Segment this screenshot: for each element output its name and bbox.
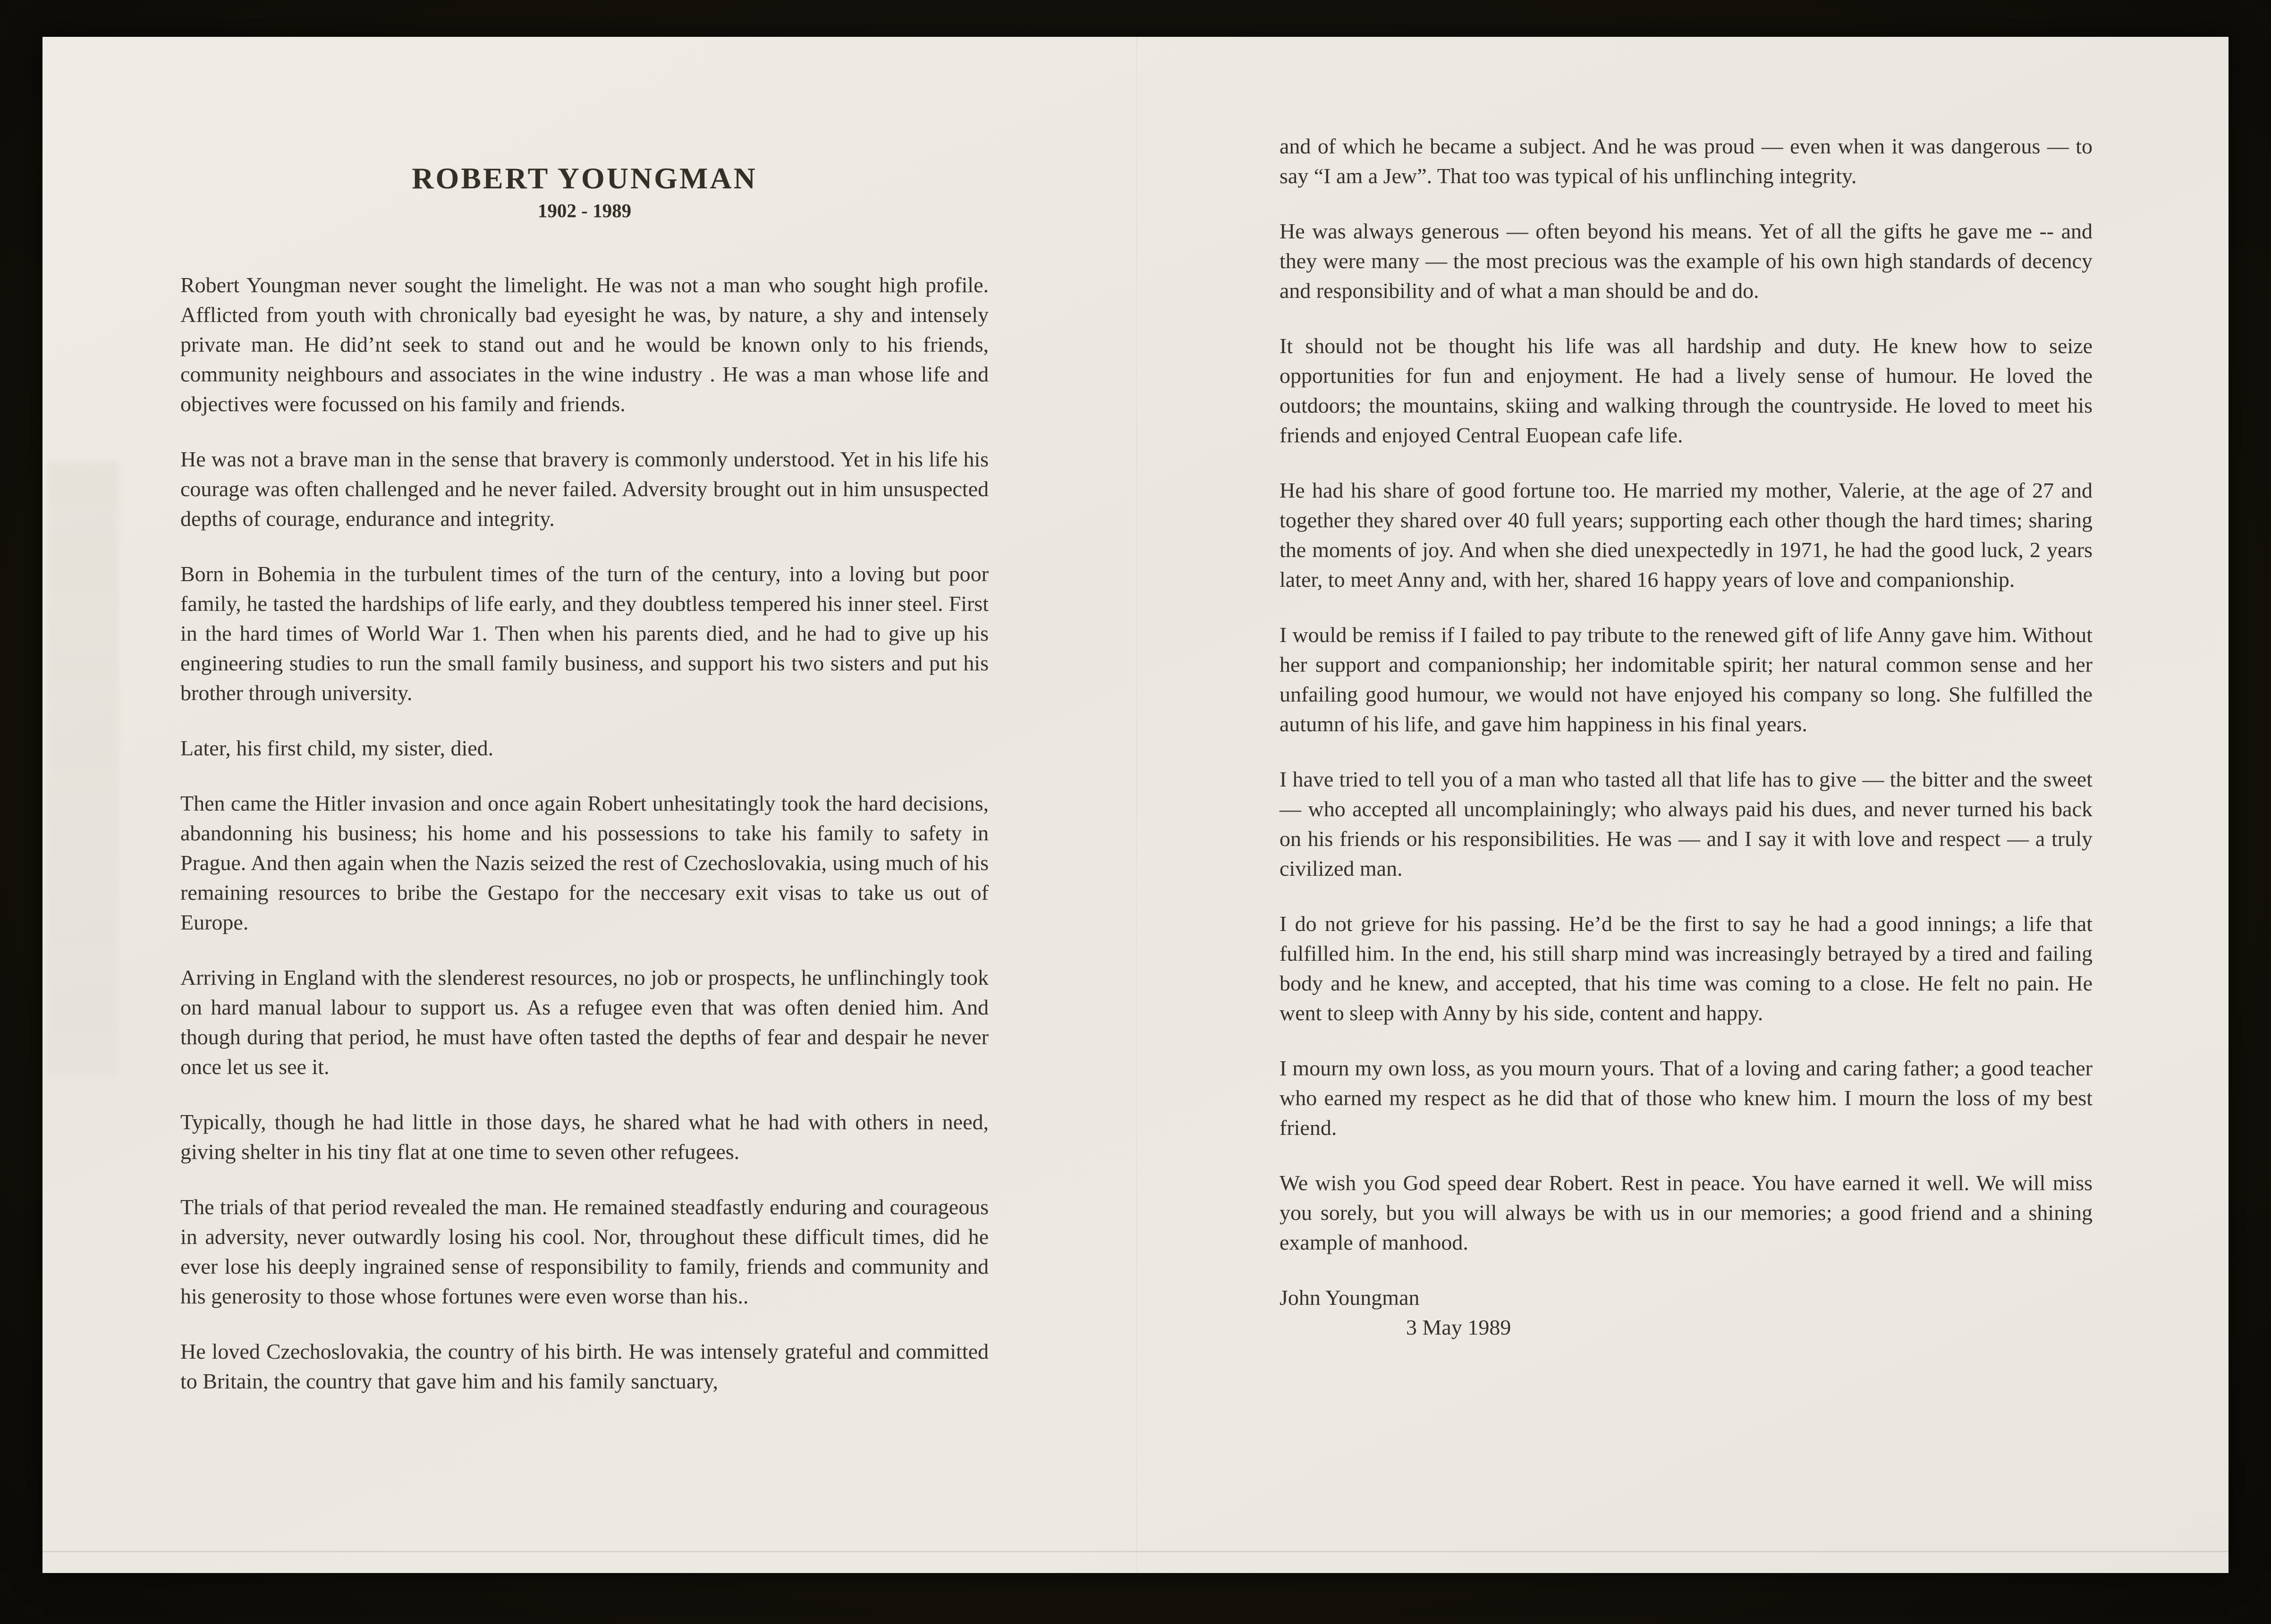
eulogy-paragraph: I do not grieve for his passing. He’d be the first to say he had a good innings; a life that fulfilled him. In the end, his still sharp mind was increasingly betrayed by a tired and failing body and he knew, and accepted, that his time was coming to a close. He felt no pain. He went to sleep with Anny by his side, content and happy. [1280, 912, 2093, 1025]
center-fold-line [1136, 37, 1137, 1573]
bottom-fold-line [42, 1551, 2229, 1552]
eulogy-paragraph: Born in Bohemia in the turbulent times of the turn of the century, into a loving but poor family, he tasted the hardships of life early, and they doubtless tempered his inner steel. First in the hard times of World War 1. Then when his parents died, and he had to give up his engineering studies to run the small family business, and support his two sisters and put his brother through university. [180, 562, 989, 705]
eulogy-paragraph: Typically, though he had little in those days, he shared what he had with others in need, giving shelter in his tiny flat at one time to seven other refugees. [180, 1110, 989, 1164]
eulogy-paragraph: He loved Czechoslovakia, the country of his birth. He was intensely grateful and committed to Britain, the country that gave him and his family sanctuary, [180, 1339, 989, 1393]
show-through-artifact [47, 462, 118, 1075]
eulogy-paragraph: Arriving in England with the slenderest resources, no job or prospects, he unflinchingly took on hard manual labour to support us. As a refugee even that was often denied him. And though during that period, he must have often tasted the depths of fear and despair he never once let us see it. [180, 965, 989, 1079]
eulogy-paragraph: and of which he became a subject. And he was proud — even when it was dangerous — to say “I am a Jew”. That too was typical of his unflinching integrity. [1280, 134, 2093, 188]
eulogy-paragraph: Later, his first child, my sister, died. [180, 736, 494, 760]
memorial-title: ROBERT YOUNGMAN [412, 161, 757, 195]
left-column [180, 163, 989, 1421]
right-column [1280, 131, 2093, 1342]
eulogy-paragraph: We wish you God speed dear Robert. Rest in peace. You have earned it well. We will miss you sorely, but you will always be with us in our memories; a good friend and a shining example of manhood. [1280, 1171, 2093, 1254]
eulogy-paragraph: It should not be thought his life was all hardship and duty. He knew how to seize opportunities for fun and enjoyment. He had a lively sense of humour. He loved the outdoors; the mountains, skiing and walking through the countryside. He loved to meet his friends and enjoyed Central Euopean cafe life. [1280, 334, 2093, 447]
eulogy-paragraph: I have tried to tell you of a man who tasted all that life has to give — the bitter and the sweet — who accepted all uncomplainingly; who always paid his dues, and never turned his back on his friends or his responsibilities. He was — and I say it with love and respect — a truly civilized man. [1280, 767, 2093, 880]
eulogy-paragraph: The trials of that period revealed the man. He remained steadfastly enduring and courageous in adversity, never outwardly losing his cool. Nor, throughout these difficult times, did he ever lose his deeply ingrained sense of responsibility to family, friends and community and his generosity to those whose fortunes were even worse than his.. [180, 1195, 989, 1308]
eulogy-paragraph: I would be remiss if I failed to pay tribute to the renewed gift of life Anny gave him. Without her support and companionship; her indomitable spirit; her natural common sense and her unfailing good humour, we would not have enjoyed his company so long. She fulfilled the autumn of his life, and gave him happiness in his final years. [1280, 623, 2093, 736]
eulogy-paragraph: Robert Youngman never sought the limelight. He was not a man who sought high profile. Afflicted from youth with chronically bad eyesight he was, by nature, a shy and intensely private man. He did’nt seek to stand out and he would be known only to his friends, community neighbours and associates in the wine industry . He was a man whose life and objectives were focussed on his family and friends. [180, 273, 989, 416]
eulogy-paragraph: I mourn my own loss, as you mourn yours. That of a loving and caring father; a good teacher who earned my respect as he did that of those who knew him. I mourn the loss of my best friend. [1280, 1056, 2093, 1140]
signature-date: 3 May 1989 [1406, 1315, 1511, 1339]
eulogy-paragraph: He was always generous — often beyond his means. Yet of all the gifts he gave me -- and they were many — the most precious was the example of his own high standards of decency and responsibility and of what a man should be and do. [1280, 219, 2093, 303]
memorial-card [42, 37, 2229, 1573]
signature-name: John Youngman [1280, 1286, 1420, 1310]
eulogy-paragraph: Then came the Hitler invasion and once again Robert unhesitatingly took the hard decisions, abandonning his business; his home and his possessions to take his family to safety in Prague. And then again when the Nazis seized the rest of Czechoslovakia, using much of his remaining resources to bribe the Gestapo for the neccesary exit visas to take us out of Europe. [180, 791, 989, 934]
eulogy-paragraph: He had his share of good fortune too. He married my mother, Valerie, at the age of 27 and together they shared over 40 full years; supporting each other though the hard times; sharing the moments of joy. And when she died unexpectedly in 1971, he had the good luck, 2 years later, to meet Anny and, with her, shared 16 happy years of love and companionship. [1280, 478, 2093, 592]
eulogy-paragraph: He was not a brave man in the sense that bravery is commonly understood. Yet in his life his courage was often challenged and he never failed. Adversity brought out in him unsuspected depths of courage, endurance and integrity. [180, 447, 989, 531]
memorial-dates: 1902 - 1989 [537, 200, 632, 221]
signature-block [1280, 1283, 2093, 1342]
